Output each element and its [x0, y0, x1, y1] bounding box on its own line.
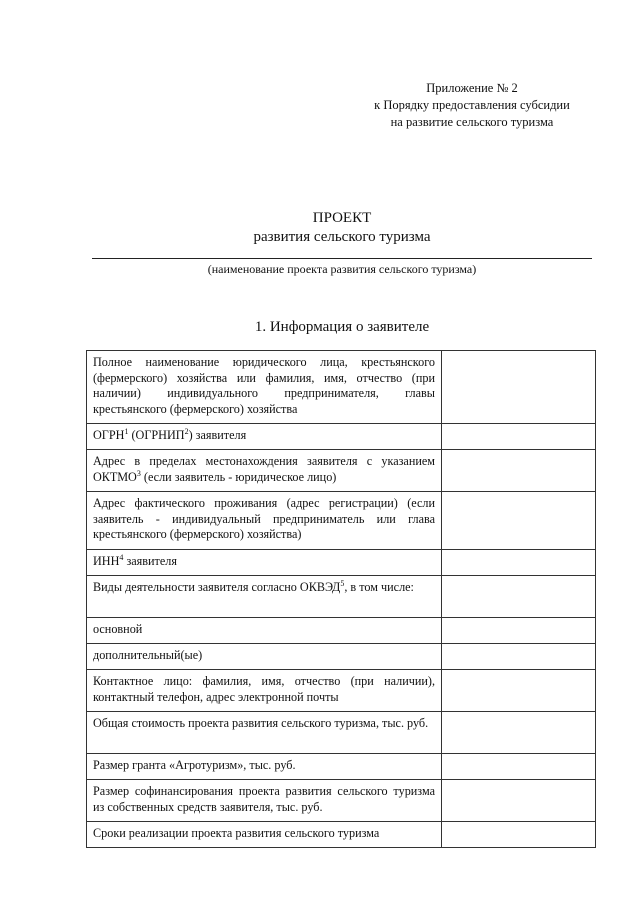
- row-label: Сроки реализации проекта развития сельского туризма: [87, 822, 442, 848]
- row-value-cell[interactable]: [442, 754, 596, 780]
- row-value-cell[interactable]: [442, 670, 596, 712]
- row-label: Контактное лицо: фамилия, имя, отчество (при наличии), контактный телефон, адрес электронной почты: [87, 670, 442, 712]
- project-name-caption: (наименование проекта развития сельского туризма): [207, 262, 477, 276]
- row-value-cell[interactable]: [442, 576, 596, 618]
- row-label: Адрес в пределах местонахождения заявителя с указанием ОКТМО$^3$ (если заявитель - юридическое лицо): [87, 450, 442, 492]
- row-value-cell[interactable]: [442, 780, 596, 822]
- appendix-note: [340, 80, 604, 131]
- row-label: основной: [87, 618, 442, 644]
- row-value-cell[interactable]: [442, 351, 596, 424]
- row-value-cell[interactable]: [442, 822, 596, 848]
- row-label: Общая стоимость проекта развития сельского туризма, тыс. руб.: [87, 712, 442, 754]
- table-row: [87, 780, 596, 822]
- row-label: Размер софинансирования проекта развития сельского туризма из собственных средств заявителя, тыс. руб.: [87, 780, 442, 822]
- row-label: ИНН$^4$ заявителя: [87, 550, 442, 576]
- appendix-line-2: к Порядку предоставления субсидии: [374, 98, 570, 112]
- table-row: [87, 576, 596, 618]
- document-title: ПРОЕКТ: [312, 210, 372, 226]
- table-row: [87, 424, 596, 450]
- table-row: [87, 754, 596, 780]
- section-heading: 1. Информация о заявителе: [254, 319, 430, 335]
- row-value-cell[interactable]: [442, 644, 596, 670]
- appendix-line-1: Приложение № 2: [426, 81, 518, 95]
- table-row: [87, 351, 596, 424]
- document-subtitle: развития сельского туризма: [253, 229, 431, 245]
- row-label: дополнительный(ые): [87, 644, 442, 670]
- row-value-cell[interactable]: [442, 712, 596, 754]
- table-row: [87, 670, 596, 712]
- table-row: [87, 450, 596, 492]
- row-label: Адрес фактического проживания (адрес регистрации) (если заявитель - индивидуальный предприниматель или глава крестьянского (фермерского) хозяйства): [87, 492, 442, 550]
- appendix-line-3: на развитие сельского туризма: [390, 115, 554, 129]
- row-value-cell[interactable]: [442, 424, 596, 450]
- table-row: [87, 712, 596, 754]
- row-label: Размер гранта «Агротуризм», тыс. руб.: [87, 754, 442, 780]
- row-value-cell[interactable]: [442, 550, 596, 576]
- table-row: [87, 550, 596, 576]
- row-label: Виды деятельности заявителя согласно ОКВЭД$^5$, в том числе:: [87, 576, 442, 618]
- table-row: [87, 492, 596, 550]
- table-row: [87, 822, 596, 848]
- row-value-cell[interactable]: [442, 618, 596, 644]
- row-value-cell[interactable]: [442, 492, 596, 550]
- project-name-line[interactable]: [92, 258, 592, 259]
- table-row: [87, 644, 596, 670]
- row-label: Полное наименование юридического лица, крестьянского (фермерского) хозяйства или фамилия, имя, отчество (при наличии) индивидуального предпринимателя, главы крестьянского (фермерского) хозяйства: [87, 351, 442, 424]
- table-row: [87, 618, 596, 644]
- row-label: ОГРН$^1$ (ОГРНИП$^2$) заявителя: [87, 424, 442, 450]
- applicant-info-table: [86, 350, 596, 848]
- row-value-cell[interactable]: [442, 450, 596, 492]
